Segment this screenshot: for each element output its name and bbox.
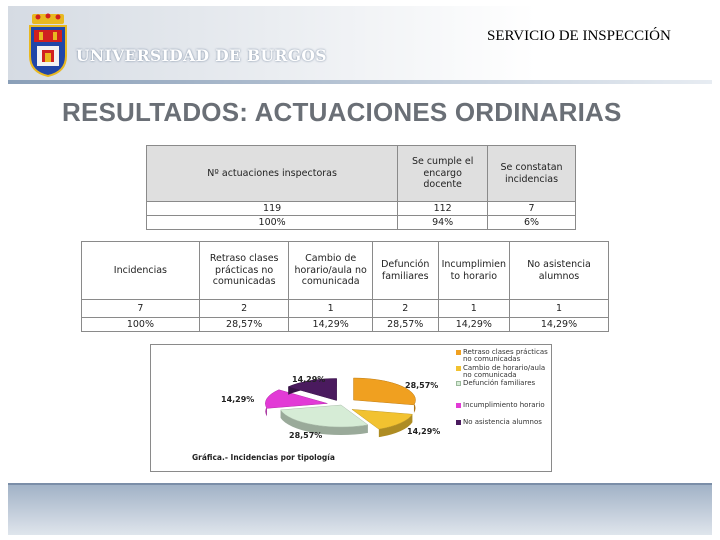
pie-chart — [150, 344, 552, 472]
header-band — [8, 6, 712, 84]
incidents-table — [81, 241, 609, 332]
legend-swatch — [456, 381, 461, 386]
incidents-percent-incumplimiento: 14,29% — [438, 318, 509, 332]
summary-header-actuaciones: Nº actuaciones inspectoras — [147, 146, 398, 202]
pie-label-retraso: 28,57% — [405, 381, 439, 390]
summary-percent-cumple: 94% — [398, 216, 488, 230]
legend-swatch — [456, 366, 461, 371]
pie-label-incumplimiento: 14,29% — [221, 395, 255, 404]
summary-value-cumple: 112 — [398, 202, 488, 216]
legend-label: Incumplimiento horario — [463, 400, 545, 409]
incidents-header-incumplimiento: Incumplimien to horario — [438, 242, 509, 300]
pie-label-cambio: 14,29% — [407, 427, 441, 436]
incidents-count-cambio: 1 — [289, 300, 372, 318]
legend-item-retraso — [456, 349, 550, 364]
page-title: RESULTADOS: ACTUACIONES ORDINARIAS — [62, 97, 622, 127]
incidents-count-asistencia: 1 — [510, 300, 609, 318]
university-crest-icon — [26, 12, 70, 78]
service-name: SERVICIO DE INSPECCIÓN — [487, 28, 671, 44]
summary-percent-actuaciones: 100% — [147, 216, 398, 230]
chart-caption: Gráfica.- Incidencias por tipología — [192, 453, 335, 462]
incidents-count-total: 7 — [82, 300, 200, 318]
summary-percent-incidencias: 6% — [488, 216, 576, 230]
incidents-header-defuncion: Defunción familiares — [372, 242, 438, 300]
header-divider — [8, 80, 712, 84]
chart-legend — [456, 349, 550, 427]
incidents-percent-asistencia: 14,29% — [510, 318, 609, 332]
legend-item-cambio — [456, 365, 550, 380]
legend-label: No asistencia alumnos — [463, 418, 542, 427]
summary-header-incidencias: Se constatan incidencias — [488, 146, 576, 202]
pie-label-asistencia: 14,29% — [292, 375, 326, 384]
legend-item-asistencia — [456, 419, 550, 426]
summary-value-actuaciones: 119 — [147, 202, 398, 216]
university-name: UNIVERSIDAD DE BURGOS — [76, 46, 327, 65]
pie-label-defuncion: 28,57% — [289, 431, 323, 440]
incidents-percent-retraso: 28,57% — [199, 318, 289, 332]
incidents-header-asistencia: No asistencia alumnos — [510, 242, 609, 300]
legend-swatch — [456, 420, 461, 425]
incidents-count-defuncion: 2 — [372, 300, 438, 318]
incidents-count-retraso: 2 — [199, 300, 289, 318]
legend-label: Defunción familiares — [463, 379, 536, 388]
incidents-header-total: Incidencias — [82, 242, 200, 300]
incidents-percent-defuncion: 28,57% — [372, 318, 438, 332]
legend-label: Retraso clases prácticas no comunicadas — [463, 348, 548, 364]
summary-header-cumple: Se cumple el encargo docente — [398, 146, 488, 202]
legend-swatch — [456, 350, 461, 355]
summary-value-incidencias: 7 — [488, 202, 576, 216]
legend-item-incumplimiento — [456, 402, 550, 409]
legend-item-defuncion — [456, 380, 550, 387]
footer-band — [8, 483, 712, 535]
incidents-percent-total: 100% — [82, 318, 200, 332]
incidents-header-retraso: Retraso clases prácticas no comunicadas — [199, 242, 289, 300]
incidents-header-cambio: Cambio de horario/aula no comunicada — [289, 242, 372, 300]
summary-table — [146, 145, 576, 230]
legend-label: Cambio de horario/aula no comunicada — [463, 363, 546, 380]
incidents-count-incumplimiento: 1 — [438, 300, 509, 318]
legend-swatch — [456, 403, 461, 408]
incidents-percent-cambio: 14,29% — [289, 318, 372, 332]
